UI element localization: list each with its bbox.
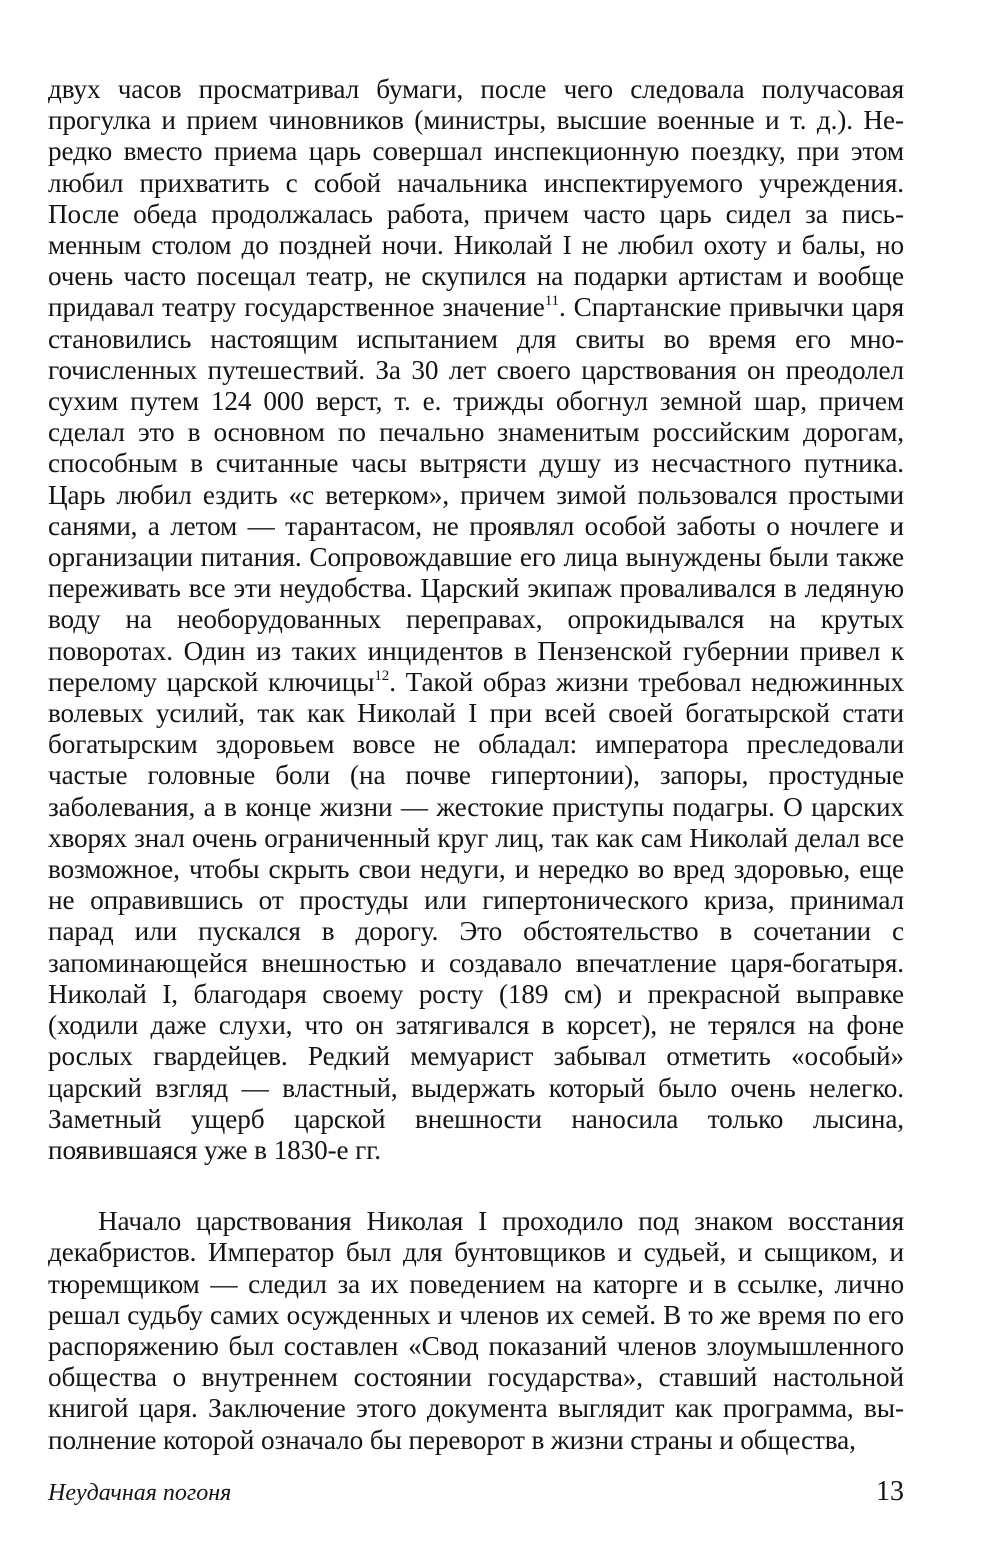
page-footer	[48, 1476, 904, 1516]
page-number: 13	[876, 1476, 904, 1507]
paragraph-2	[48, 1206, 904, 1456]
paragraph-1-text-c: . Такой образ жизни требовал недюжинных волевых усилий, так как Николай I при всей своей богатырской стати богатырским здоровьем вовсе не обладал: императора преследовали частые головные боли (на почве гипертонии), запоры, простудные заболевания, а в конце жизни — жестокие приступы подагры. О царских хворях знал очень ограниченный круг лиц, так как сам Николай делал все возможное, чтобы скрыть свои недуги, и нередко во вред здоровью, еще не оправившись от простуды или гипертонического криза, принимал парад или пускался в дорогу. Это обстоятельство в сочетании с запоминающейся внешностью и создавало впечатление царя-богатыря. Николай I, благодаря своему росту (189 см) и прекрасной выправке (ходили даже слухи, что он затягивался в корсет), не терялся на фоне рослых гвардейцев. Редкий мемуарист забывал отметить «особый» царский взгляд — властный, выдержать который было очень нелегко. Заметный ущерб царской внешности наносила только лысина, появившаяся уже в 1830-е гг.	[48, 666, 904, 1165]
footnote-ref-11: 11	[544, 293, 559, 310]
paragraph-2-text: Начало царствования Николая I проходило под знаком восстания декабристов. Император был для бунтовщиков и судьей, и сыщиком, и тюремщиком — следил за их поведением на каторге и в ссылке, лично решал судьбу самих осужденных и членов их семей. В то же время по его распоряжению был составлен «Свод показаний членов злоумышленного общества о внутреннем состоянии государства», ставший настольной книгой царя. Заключение этого документа выглядит как программа, выполнение которой означало бы переворот в жизни страны и общества,	[48, 1206, 904, 1455]
paragraph-1-text-a: двух часов просматривал бумаги, после чего следовала получасовая прогулка и прием чиновников (министры, высшие военные и т. д.). Нередко вместо приема царь совершал инспекционную поездку, при этом любил прихватить с собой начальника инспектируемого учреждения. После обеда продолжалась работа, причем часто царь сидел за письменным столом до поздней ночи. Николай I не любил охоту и балы, но очень часто посещал театр, не скупился на подарки артистам и вообще придавал театру государственное значение	[48, 74, 904, 323]
paragraph-1-text-b: . Спартанские привычки царя становились настоящим испытанием для свиты во время его многочисленных путешествий. За 30 лет своего царствования он преодолел сухим путем 124 000 верст, т. е. трижды обогнул земной шар, причем сделал это в основном по печально знаменитым российским дорогам, способным в считанные часы вытрясти душу из несчастного путника. Царь любил ездить «с ветерком», причем зимой пользовался простыми санями, а летом — тарантасом, не проявлял особой заботы о ночлеге и организации питания. Сопровождавшие его лица вынуждены были также переживать все эти неудобства. Царский экипаж проваливался в ледяную воду на необорудованных переправах, опрокидывался на крутых поворотах. Один из таких инцидентов в Пензенской губернии привел к перелому царской ключицы	[48, 292, 905, 697]
paragraph-1	[48, 74, 904, 1166]
running-title: Неудачная погоня	[48, 1480, 232, 1506]
footnote-ref-12: 12	[374, 667, 390, 684]
page-body	[48, 74, 904, 1456]
